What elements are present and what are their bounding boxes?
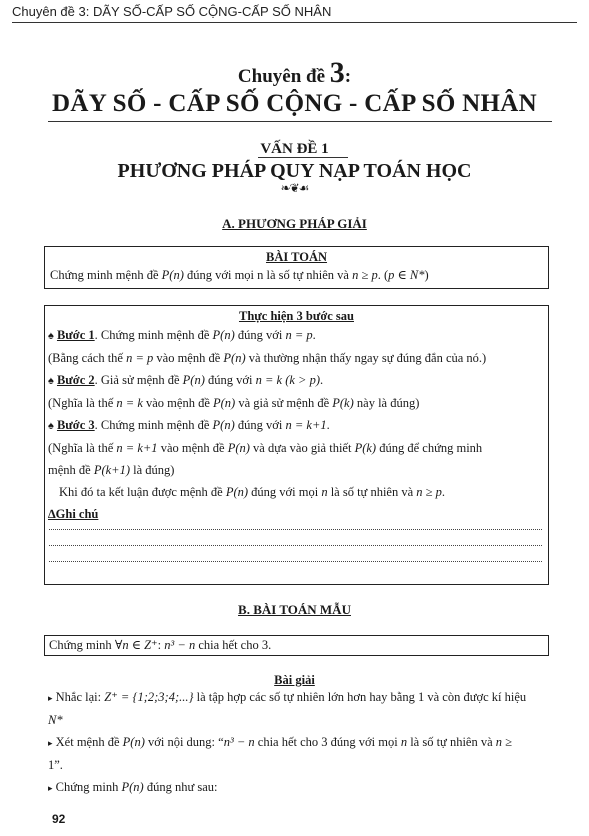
topic-title: PHƯƠNG PHÁP QUY NẠP TOÁN HỌC <box>117 160 472 182</box>
conclusion: Khi đó ta kết luận được mệnh đề P(n) đúng với mọi n là số tự nhiên và n ≥ p. <box>59 485 446 499</box>
method-box <box>44 305 549 585</box>
chapter-title: DÃY SỐ - CẤP SỐ CỘNG - CẤP SỐ NHÂN <box>52 90 537 117</box>
problem-box-title: BÀI TOÁN <box>265 250 328 264</box>
triangle-bullet-icon: ▸ <box>48 738 53 748</box>
section-a-title: A. PHƯƠNG PHÁP GIẢI <box>222 216 367 231</box>
solution-point-3: ▸ Chứng minh P(n) đúng như sau: <box>48 780 218 794</box>
page-number: 92 <box>52 812 66 826</box>
triangle-bullet-icon: ▸ <box>48 693 53 703</box>
solution-point-1-continued: N* <box>48 713 63 727</box>
solution-title: Bài giải <box>274 673 315 687</box>
method-box-title: Thực hiện 3 bước sau <box>238 309 354 323</box>
solution-body <box>48 686 558 799</box>
step-3: ♠ Bước 3. Chứng minh mệnh đề P(n) đúng với n = k+1. <box>48 418 330 432</box>
step-3-note-continued: mệnh đề P(k+1) là đúng) <box>48 463 175 477</box>
note-dotted-line <box>49 529 542 530</box>
running-header: Chuyên đề 3: DÃY SỐ-CẤP SỐ CỘNG-CẤP SỐ NHÂN <box>12 4 332 19</box>
example-statement: Chứng minh ∀n ∈ Z⁺: n³ − n chia hết cho 3. <box>49 638 272 652</box>
header-divider <box>12 22 577 23</box>
example-box <box>44 635 549 656</box>
step-2-note: (Nghĩa là thế n = k vào mệnh đề P(n) và giả sử mệnh đề P(k) này là đúng) <box>48 396 420 410</box>
note-label: ∆Ghi chú <box>48 507 99 521</box>
topic-label-underline <box>258 157 348 158</box>
chapter-colon: : <box>344 66 352 87</box>
triangle-bullet-icon: ▸ <box>48 783 53 793</box>
note-dotted-line <box>49 545 542 546</box>
ornament-icon: ❧❦☙ <box>280 181 309 195</box>
problem-box <box>44 246 549 289</box>
step-1: ♠ Bước 1. Chứng minh mệnh đề P(n) đúng với n = p. <box>48 328 316 342</box>
solution-point-1: ▸ Nhắc lại: Z⁺ = {1;2;3;4;...} là tập hợp các số tự nhiên lớn hơn hay bằng 1 và còn được kí hiệu <box>48 690 527 704</box>
club-icon: ♠ <box>48 330 54 342</box>
solution-point-2-continued: 1”. <box>48 758 63 772</box>
chapter-number: 3 <box>329 56 345 89</box>
step-3-note: (Nghĩa là thế n = k+1 vào mệnh đề P(n) và dựa vào giả thiết P(k) đúng để chứng minh <box>48 441 483 455</box>
chapter-title-rule <box>48 121 552 122</box>
chapter-heading <box>0 56 589 90</box>
solution-point-2: ▸ Xét mệnh đề P(n) với nội dung: “n³ − n chia hết cho 3 đúng với mọi n là số tự nhiên và n ≥ <box>48 735 513 749</box>
step-1-note: (Bằng cách thế n = p vào mệnh đề P(n) và thường nhận thấy ngay sự đúng đắn của nó.) <box>48 351 487 365</box>
chapter-label: Chuyên đề <box>237 66 326 87</box>
topic-label: VẤN ĐỀ 1 <box>260 141 329 157</box>
note-dotted-line <box>49 561 542 562</box>
problem-statement: Chứng minh mệnh đề P(n) đúng với mọi n là số tự nhiên và n ≥ p. (p ∈ N*) <box>50 268 429 282</box>
club-icon: ♠ <box>48 420 54 432</box>
section-b-title: B. BÀI TOÁN MẪU <box>238 602 351 617</box>
club-icon: ♠ <box>48 375 54 387</box>
step-2: ♠ Bước 2. Giả sử mệnh đề P(n) đúng với n = k (k > p). <box>48 373 324 387</box>
